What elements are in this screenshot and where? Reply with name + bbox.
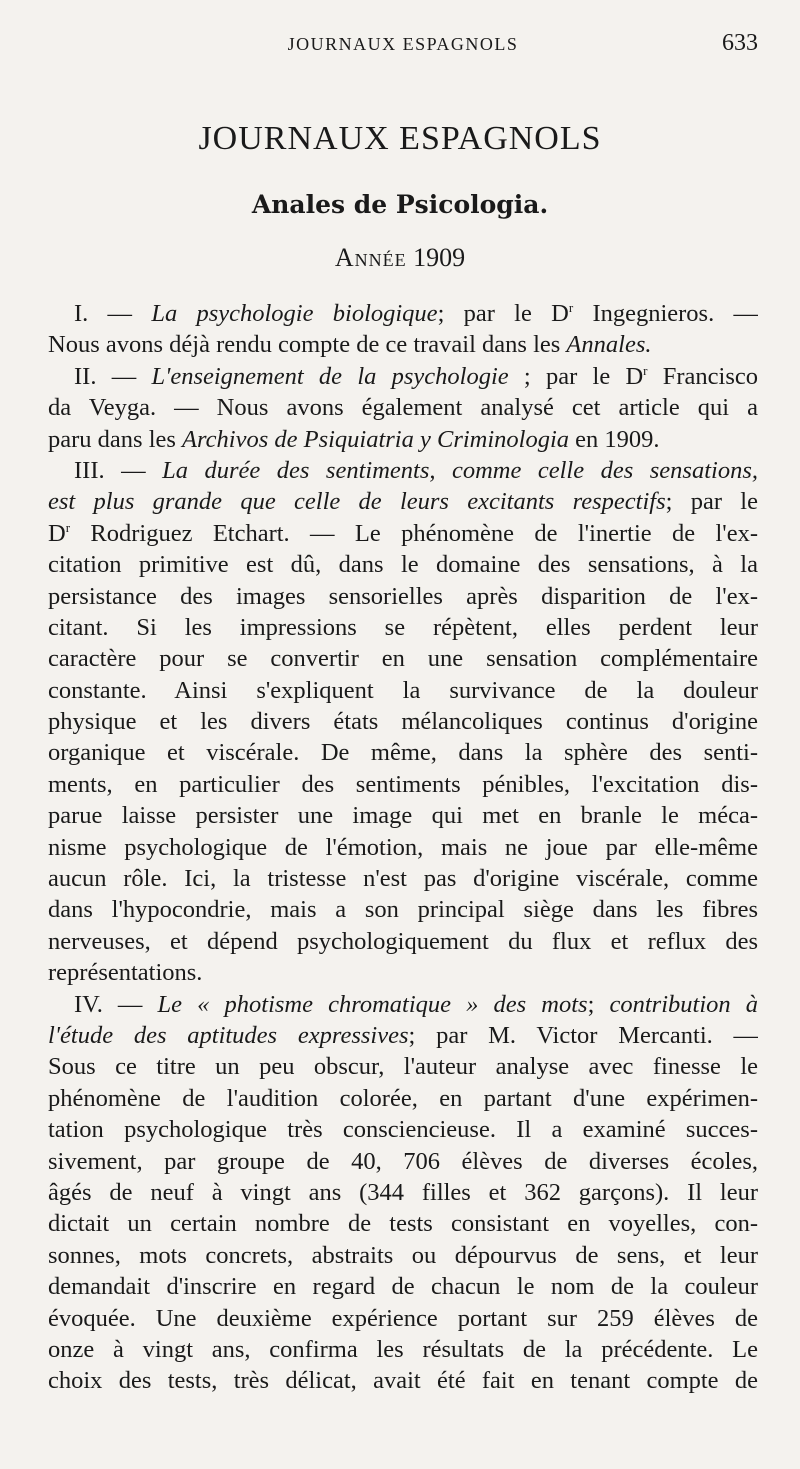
text-run: ; [587,990,610,1018]
year-value: 1909 [413,243,466,272]
year-word: Année [334,243,407,272]
text-line [48,424,758,455]
text-run: onze à vingt ans, confirma les résultats de la précédente. Le [48,1335,758,1363]
text-line [48,926,758,957]
superscript: r [65,519,71,535]
text-line [48,392,758,423]
journal-title: Anales de Psicologia. [251,190,549,219]
text-line [48,1114,758,1145]
text-run: Ingegnieros. — [573,300,758,327]
text-line [48,737,758,768]
text-line [48,361,758,392]
text-run: constante. Ainsi s'expliquent la survivance de la douleur [48,676,758,704]
text-run: La psychologie biologique [151,300,438,327]
text-run: sivement, par groupe de 40, 706 élèves de diverses écoles, [48,1147,758,1175]
text-run: Le « photisme chromatique » des mots [157,990,588,1018]
text-run: parue laisse persister une image qui met en branle le méca- [48,802,758,830]
text-run: citation primitive est dû, dans le domaine des sensations, à la [48,551,758,579]
text-line [48,1177,758,1208]
year-heading [0,243,800,273]
text-line [48,863,758,894]
text-line [48,800,758,831]
text-run: D [48,519,66,547]
text-run: âgés de neuf à vingt ans (344 filles et 362 garçons). Il leur [48,1178,758,1206]
text-line [48,1051,758,1082]
text-line [48,957,758,988]
text-run: phénomène de l'audition colorée, en partant d'une expérimen- [48,1084,758,1112]
text-line [48,894,758,925]
text-line [48,1365,758,1396]
text-line [48,329,758,360]
text-line [48,612,758,643]
text-line [48,1271,758,1302]
text-run: Nous avons déjà rendu compte de ce travail dans les [48,331,567,359]
text-line [48,1208,758,1239]
running-head [48,30,758,64]
text-run: paru dans les [48,425,183,453]
text-line [48,675,758,706]
text-run: L'enseignement de la psychologie [151,362,509,390]
page-number: 633 [722,30,758,56]
text-run: ; par le [665,488,758,516]
text-line [48,549,758,580]
text-run: nerveuses, et dépend psychologiquement du flux et reflux des [48,927,758,955]
text-run: sonnes, mots concrets, abstraits ou dépourvus de sens, et leur [48,1241,758,1269]
text-line [48,1146,758,1177]
superscript: r [568,300,574,315]
text-run: Francisco [647,362,758,390]
text-line [48,643,758,674]
text-run: caractère pour se convertir en une sensation complémentaire [48,645,758,673]
text-run: choix des tests, très délicat, avait été fait en tenant compte de [48,1367,758,1395]
text-run: III. — [74,456,163,484]
body-text [48,298,758,1397]
superscript: r [643,362,648,378]
text-run: Sous ce titre un peu obscur, l'auteur analyse avec finesse le [48,1053,758,1081]
text-line [48,298,758,329]
text-line [48,706,758,737]
text-run: évoquée. Une deuxième expérience portant sur 259 élèves de [48,1304,758,1332]
text-run: tation psychologique très consciencieuse. Il a examiné succes- [48,1116,758,1144]
text-run: IV. — [74,990,158,1018]
text-run: représentations. [48,959,203,987]
text-line [48,518,758,549]
text-run: II. — [74,362,152,390]
text-line [48,1240,758,1271]
text-line [48,1334,758,1365]
text-run: est plus grande que celle de leurs excitants respectifs [48,488,666,516]
text-run: Archivos de Psiquiatria y Criminologia [182,425,570,453]
text-line [48,769,758,800]
text-line [48,486,758,517]
section-title: JOURNAUX ESPAGNOLS [198,120,602,157]
text-run: dans l'hypocondrie, mais a son principal siège dans les fibres [48,896,758,924]
text-line [48,1303,758,1334]
text-line [48,1020,758,1051]
text-line [48,832,758,863]
text-run: I. — [74,300,152,327]
text-run: ; par le D [437,300,569,327]
text-run: aucun rôle. Ici, la tristesse n'est pas d'origine viscérale, comme [48,865,758,893]
text-run: contribution à [609,990,758,1018]
text-run: nisme psychologique de l'émotion, mais ne joue par elle-même [48,833,758,861]
text-run: demandait d'inscrire en regard de chacun le nom de la couleur [48,1273,758,1301]
text-line [48,455,758,486]
text-run: La durée des sentiments, comme celle des sensations, [162,456,758,484]
text-line [48,989,758,1020]
text-run: Rodriguez Etchart. — Le phénomène de l'inertie de l'ex- [70,519,758,547]
text-run: ; par le D [508,362,644,390]
text-run: en 1909. [569,425,660,453]
text-run: physique et les divers états mélancoliques continus d'origine [48,708,758,736]
text-run: l'étude des aptitudes expressives [48,1021,409,1049]
running-head-title: JOURNAUX ESPAGNOLS [287,34,519,54]
text-run: persistance des images sensorielles après disparition de l'ex- [48,582,758,610]
text-line [48,1083,758,1114]
text-run: ; par M. Victor Mercanti. — [408,1021,758,1049]
text-run: dictait un certain nombre de tests consistant en voyelles, con- [48,1210,758,1238]
text-run: da Veyga. — Nous avons également analysé cet article qui a [48,394,758,422]
text-run: Annales. [566,331,652,359]
text-line [48,581,758,612]
text-run: organique et viscérale. De même, dans la sphère des senti- [48,739,758,767]
text-run: citant. Si les impressions se répètent, elles perdent leur [48,613,758,641]
text-run: ments, en particulier des sentiments pénibles, l'excitation dis- [48,770,758,798]
